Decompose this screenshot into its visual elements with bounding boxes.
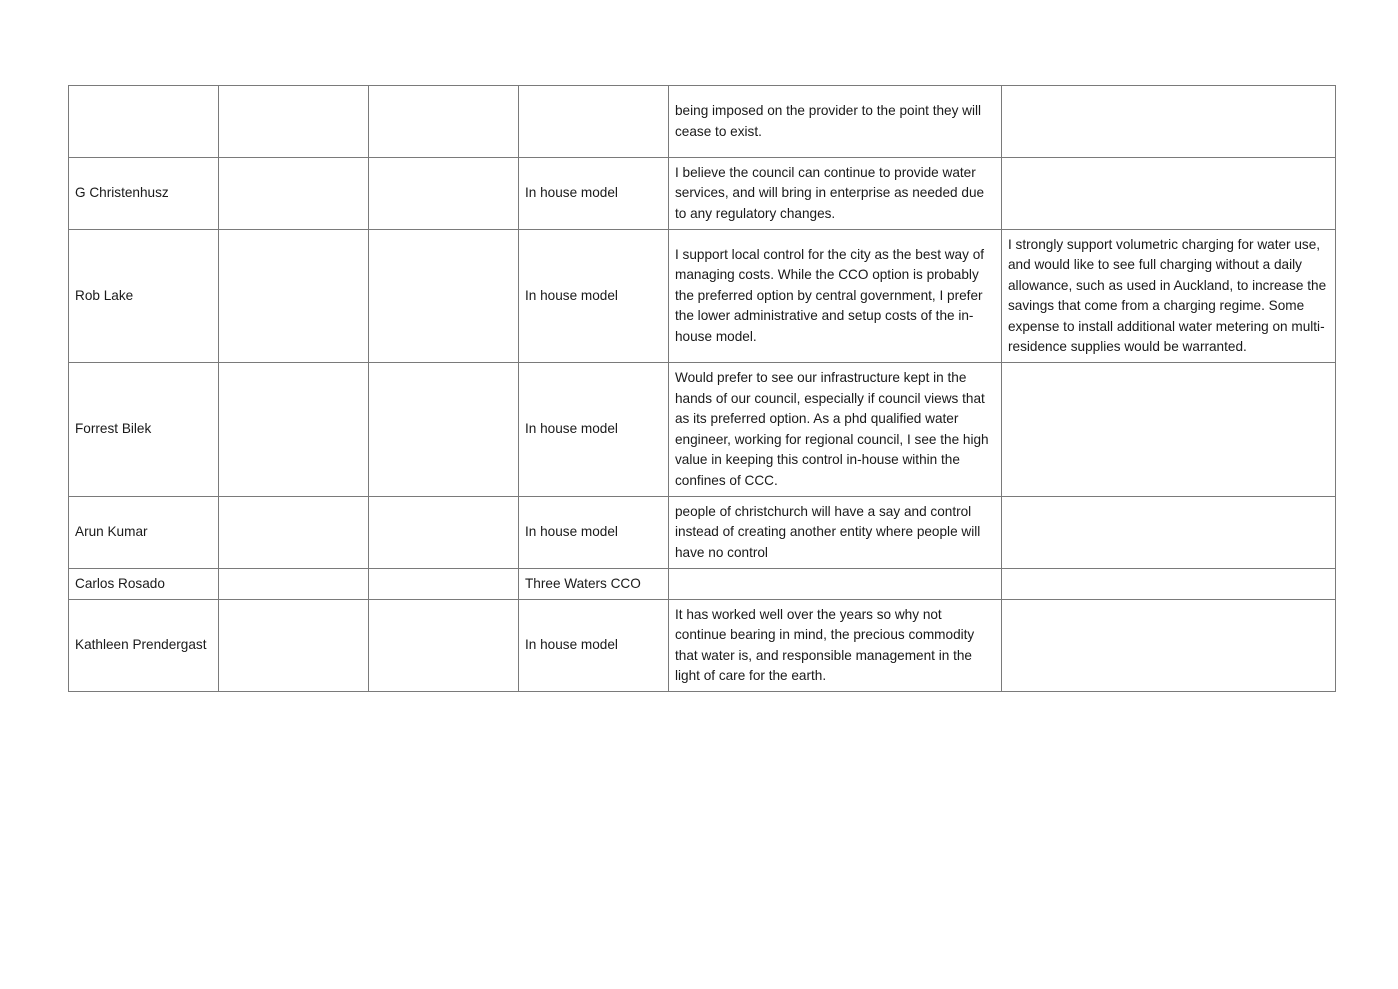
empty-cell xyxy=(369,497,519,569)
table-row xyxy=(69,363,1336,497)
option-cell: In house model xyxy=(519,497,669,569)
reason-cell: It has worked well over the years so why not continue bearing in mind, the precious commodity that water is, and responsible management in the light of care for the earth. xyxy=(669,600,1002,692)
option-cell: In house model xyxy=(519,363,669,497)
option-cell: Three Waters CCO xyxy=(519,569,669,600)
empty-cell xyxy=(219,497,369,569)
submitter-name-cell: Forrest Bilek xyxy=(69,363,219,497)
comment-cell xyxy=(1002,158,1336,230)
comment-cell xyxy=(1002,497,1336,569)
submitter-name-cell: Kathleen Prendergast xyxy=(69,600,219,692)
option-cell: In house model xyxy=(519,230,669,363)
empty-cell xyxy=(369,363,519,497)
reason-cell xyxy=(669,569,1002,600)
submissions-table xyxy=(68,85,1336,692)
table-row xyxy=(69,230,1336,363)
empty-cell xyxy=(369,569,519,600)
submitter-name-cell: G Christenhusz xyxy=(69,158,219,230)
reason-cell: I support local control for the city as the best way of managing costs. While the CCO option is probably the preferred option by central government, I prefer the lower administrative and setup costs of the in-house model. xyxy=(669,230,1002,363)
option-cell: In house model xyxy=(519,600,669,692)
reason-cell: I believe the council can continue to provide water services, and will bring in enterprise as needed due to any regulatory changes. xyxy=(669,158,1002,230)
table-row xyxy=(69,86,1336,158)
table-row xyxy=(69,569,1336,600)
submitter-name-cell: Arun Kumar xyxy=(69,497,219,569)
table-row xyxy=(69,497,1336,569)
submitter-name-cell: Rob Lake xyxy=(69,230,219,363)
empty-cell xyxy=(369,86,519,158)
submitter-name-cell xyxy=(69,86,219,158)
comment-cell xyxy=(1002,569,1336,600)
comment-cell xyxy=(1002,86,1336,158)
table-row xyxy=(69,158,1336,230)
option-cell: In house model xyxy=(519,158,669,230)
empty-cell xyxy=(219,569,369,600)
comment-cell xyxy=(1002,363,1336,497)
comment-cell: I strongly support volumetric charging for water use, and would like to see full charging without a daily allowance, such as used in Auckland, to increase the savings that come from a charging regime. Some expense to install additional water metering on multi-residence supplies would be warranted. xyxy=(1002,230,1336,363)
empty-cell xyxy=(219,158,369,230)
empty-cell xyxy=(219,86,369,158)
empty-cell xyxy=(219,600,369,692)
option-cell xyxy=(519,86,669,158)
empty-cell xyxy=(219,363,369,497)
reason-cell: Would prefer to see our infrastructure kept in the hands of our council, especially if council views that as its preferred option. As a phd qualified water engineer, working for regional council, I see the high value in keeping this control in-house within the confines of CCC. xyxy=(669,363,1002,497)
reason-cell: people of christchurch will have a say and control instead of creating another entity where people will have no control xyxy=(669,497,1002,569)
empty-cell xyxy=(369,230,519,363)
submitter-name-cell: Carlos Rosado xyxy=(69,569,219,600)
reason-cell: being imposed on the provider to the point they will cease to exist. xyxy=(669,86,1002,158)
empty-cell xyxy=(219,230,369,363)
empty-cell xyxy=(369,600,519,692)
empty-cell xyxy=(369,158,519,230)
table-row xyxy=(69,600,1336,692)
comment-cell xyxy=(1002,600,1336,692)
